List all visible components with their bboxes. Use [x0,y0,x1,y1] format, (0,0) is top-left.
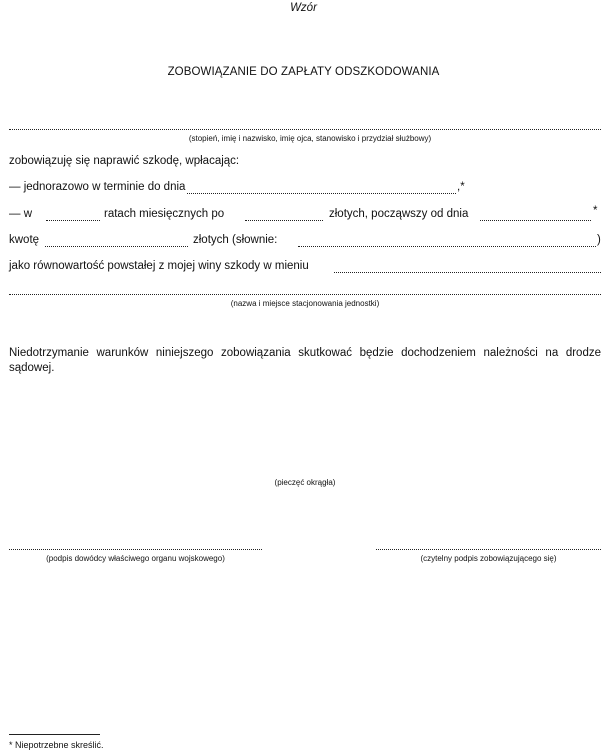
amount-label: kwotę [9,234,40,246]
equivalent-line: jako równowartość powstałej z mojej winy szkody w mieniu [9,260,309,272]
amount-words-field [298,246,596,247]
obligor-signature-caption: (czytelny podpis zobowiązującego się) [420,554,557,563]
start-date-field [480,220,591,221]
commander-signature-caption: (podpis dowódcy właściwego organu wojskowego) [46,554,225,563]
option-one-suffix: ,* [457,181,465,193]
option-one-text: — jednorazowo w terminie do dnia [9,181,186,193]
unit-dotted-field [9,294,601,295]
footnote-text: * Niepotrzebne skreślić. [9,740,104,750]
identity-caption: (stopień, imię i nazwisko, imię ojca, stanowisko i przydział służbowy) [188,134,432,143]
commander-signature-field [9,549,262,550]
court-notice-paragraph: Niedotrzymanie warunków niniejszego zobowiązania skutkować będzie dochodzeniem należności na drodze sądowej. [9,347,601,374]
obligor-signature-field [376,549,601,550]
installment-amount-field [245,220,323,221]
amount-close-paren: ) [597,234,601,246]
installments-count-field [46,220,100,221]
property-field [334,272,601,273]
option-one-date-field [187,193,456,194]
commitment-line: zobowiązuję się naprawić szkodę, wpłacając: [9,155,240,167]
identity-dotted-field [9,129,601,130]
stamp-caption: (pieczęć okrągła) [274,478,336,487]
form-title: ZOBOWIĄZANIE DO ZAPŁATY ODSZKODOWANIA [167,66,440,78]
option-two-installments-text: ratach miesięcznych po [104,208,225,220]
option-two-suffix: * [593,205,598,217]
amount-number-field [45,246,188,247]
form-header-label: Wzór [290,2,317,14]
amount-words-label: złotych (słownie: [193,234,278,246]
option-two-start-text: złotych, począwszy od dnia [329,208,469,220]
footnote-separator [9,734,100,735]
option-two-prefix: — w [9,208,32,220]
unit-caption: (nazwa i miejsce stacjonowania jednostki) [230,299,380,308]
